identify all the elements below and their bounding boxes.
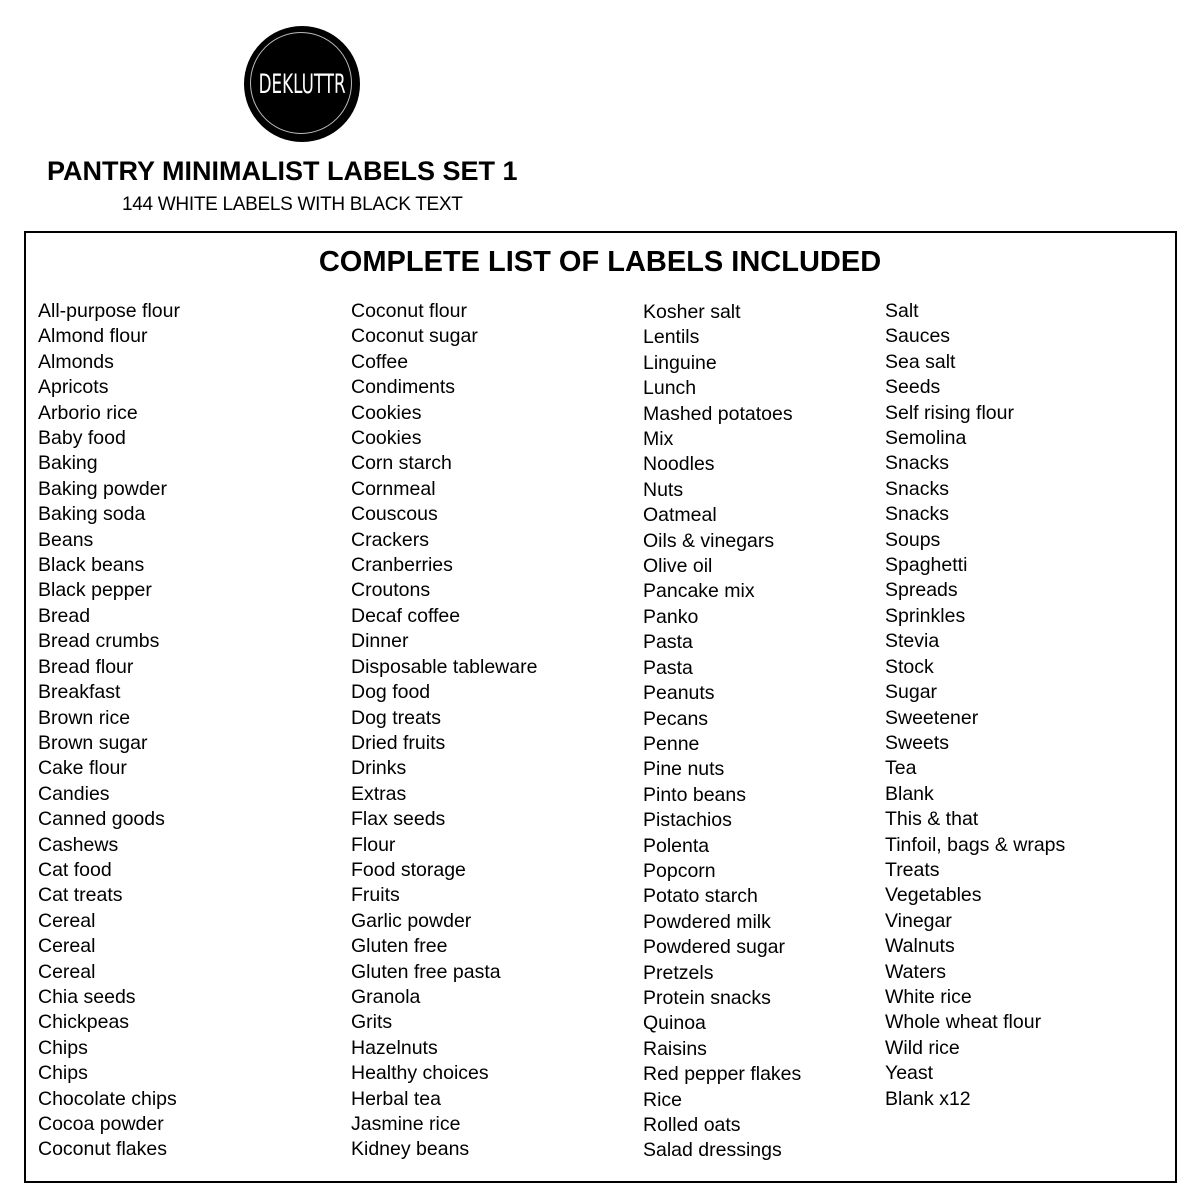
label-item: Apricots [38, 376, 109, 399]
label-item: Red pepper flakes [643, 1063, 802, 1086]
label-item: Semolina [885, 427, 967, 450]
label-item: Chia seeds [38, 985, 136, 1008]
label-item: Linguine [643, 351, 717, 374]
label-item: Pistachios [643, 809, 732, 832]
label-item: Nuts [643, 478, 684, 501]
label-item: All-purpose flour [38, 300, 180, 322]
label-item: Kosher salt [643, 301, 741, 323]
label-item: Blank x12 [885, 1087, 971, 1110]
label-item: Gluten free pasta [351, 960, 501, 983]
label-item: Pasta [643, 631, 693, 654]
label-item: Oatmeal [643, 504, 717, 527]
label-item: Penne [643, 732, 700, 755]
label-item: Baking powder [38, 477, 167, 500]
label-item: Whole wheat flour [885, 1011, 1042, 1034]
label-item: Healthy choices [351, 1062, 489, 1085]
label-item: Cereal [38, 935, 96, 958]
label-item: Cake flour [38, 757, 127, 780]
labels-column-4 [885, 299, 1065, 1112]
page-title: PANTRY MINIMALIST LABELS SET 1 [47, 156, 518, 186]
label-item: Baking [38, 452, 98, 475]
label-item: Lunch [643, 377, 697, 400]
label-item: Tea [885, 757, 917, 780]
label-item: Chips [38, 1036, 88, 1059]
label-item: Hazelnuts [351, 1036, 438, 1059]
label-item: Candies [38, 782, 110, 805]
label-item: Pinto beans [643, 783, 746, 806]
label-item: Beans [38, 528, 94, 551]
label-item: Lentils [643, 326, 700, 349]
label-item: Cashews [38, 833, 119, 856]
label-item: Almond flour [38, 325, 148, 348]
label-item: Olive oil [643, 555, 713, 578]
label-item: Seeds [885, 376, 941, 399]
label-item: Sweets [885, 731, 949, 754]
label-item: Crackers [351, 528, 430, 551]
list-title: COMPLETE LIST OF LABELS INCLUDED [318, 246, 882, 278]
label-item: Pasta [643, 656, 693, 679]
label-item: Drinks [351, 757, 407, 780]
label-item: Chips [38, 1062, 88, 1085]
label-item: Cocoa powder [38, 1113, 164, 1135]
label-item: Cat treats [38, 884, 123, 907]
label-item: Arborio rice [38, 401, 138, 424]
label-item: Bread crumbs [38, 630, 160, 653]
label-item: Powdered sugar [643, 936, 786, 959]
label-item: Mashed potatoes [643, 402, 793, 425]
label-item: Pine nuts [643, 758, 725, 781]
logo-text: DEKLUTTR [258, 68, 346, 100]
label-item: Protein snacks [643, 986, 771, 1009]
label-item: Spaghetti [885, 554, 968, 577]
label-item: Cookies [351, 427, 422, 450]
label-item: Disposable tableware [351, 655, 538, 678]
label-item: Blank [885, 782, 934, 805]
label-item: Baking soda [38, 503, 146, 526]
label-item: Powdered milk [643, 910, 771, 933]
label-item: Self rising flour [885, 401, 1014, 424]
label-item: Canned goods [38, 808, 165, 831]
label-item: Sugar [885, 681, 938, 704]
label-item: Herbal tea [351, 1087, 441, 1110]
label-item: Brown sugar [38, 731, 148, 754]
page-subtitle: 144 WHITE LABELS WITH BLACK TEXT [122, 194, 463, 215]
label-item: Pecans [643, 707, 709, 730]
label-item: Sea salt [885, 350, 956, 373]
labels-column-1 [38, 299, 180, 1163]
label-item: This & that [885, 808, 979, 831]
label-item: Brown rice [38, 706, 131, 729]
label-item: Snacks [885, 452, 949, 475]
label-item: Corn starch [351, 452, 452, 475]
label-item: Jasmine rice [351, 1113, 461, 1135]
label-item: White rice [885, 985, 972, 1008]
label-item: Oils & vinegars [643, 529, 775, 552]
label-item: Snacks [885, 477, 949, 500]
label-item: Extras [351, 782, 407, 805]
label-item: Bread flour [38, 655, 134, 678]
label-item: Breakfast [38, 681, 121, 704]
label-item: Cereal [38, 909, 96, 932]
label-item: Flax seeds [351, 808, 446, 831]
label-item: Vegetables [885, 884, 982, 907]
label-item: Potato starch [643, 885, 758, 908]
label-item: Mix [643, 428, 674, 451]
label-item: Kidney beans [351, 1138, 470, 1161]
label-item: Walnuts [885, 935, 955, 958]
label-item: Tinfoil, bags & wraps [885, 833, 1066, 856]
label-item: Cornmeal [351, 477, 436, 500]
label-item: Peanuts [643, 682, 715, 705]
label-item: Cat food [38, 858, 112, 881]
label-item: Chocolate chips [38, 1087, 177, 1110]
label-item: Cookies [351, 401, 422, 424]
label-item: Coconut flour [351, 300, 467, 322]
label-item: Spreads [885, 579, 958, 602]
label-item: Popcorn [643, 859, 716, 882]
label-item: Dog treats [351, 706, 441, 729]
label-item: Cranberries [351, 554, 453, 577]
label-item: Rice [643, 1088, 683, 1111]
labels-column-3 [643, 300, 801, 1164]
label-item: Noodles [643, 453, 715, 476]
label-item: Chickpeas [38, 1011, 130, 1034]
label-item: Dog food [351, 681, 431, 704]
label-item: Soups [885, 528, 941, 551]
label-item: Dinner [351, 630, 409, 653]
label-item: Cereal [38, 960, 96, 983]
dekluttr-logo [244, 26, 360, 142]
label-item: Sweetener [885, 706, 979, 729]
label-item: Black beans [38, 554, 145, 577]
label-item: Coconut sugar [351, 325, 478, 348]
label-item: Snacks [885, 503, 949, 526]
label-item: Panko [643, 605, 699, 628]
label-item: Waters [885, 960, 947, 983]
label-item: Salt [885, 300, 919, 322]
label-item: Treats [885, 858, 940, 881]
label-item: Grits [351, 1011, 393, 1034]
label-item: Sauces [885, 325, 951, 348]
label-item: Decaf coffee [351, 604, 461, 627]
label-item: Vinegar [885, 909, 952, 932]
label-item: Couscous [351, 503, 438, 526]
label-item: Coffee [351, 350, 409, 373]
label-item: Granola [351, 985, 421, 1008]
label-item: Coconut flakes [38, 1138, 167, 1161]
label-item: Condiments [351, 376, 456, 399]
label-item: Raisins [643, 1037, 707, 1060]
label-item: Yeast [885, 1062, 934, 1085]
label-item: Flour [351, 833, 396, 856]
label-item: Croutons [351, 579, 431, 602]
label-item: Quinoa [643, 1012, 706, 1035]
label-item: Garlic powder [351, 909, 472, 932]
label-item: Polenta [643, 834, 710, 857]
label-item: Bread [38, 604, 91, 627]
label-item: Food storage [351, 858, 466, 881]
label-item: Stock [885, 655, 934, 678]
label-item: Stevia [885, 630, 940, 653]
label-item: Rolled oats [643, 1114, 741, 1136]
label-item: Almonds [38, 350, 114, 373]
label-item: Sprinkles [885, 604, 966, 627]
label-item: Fruits [351, 884, 400, 907]
label-item: Pancake mix [643, 580, 755, 603]
label-item: Baby food [38, 427, 126, 450]
labels-column-2 [351, 299, 537, 1163]
label-item: Wild rice [885, 1036, 960, 1059]
label-item: Pretzels [643, 961, 714, 984]
label-item: Gluten free [351, 935, 448, 958]
label-item: Black pepper [38, 579, 152, 602]
label-item: Salad dressings [643, 1139, 782, 1162]
label-item: Dried fruits [351, 731, 446, 754]
